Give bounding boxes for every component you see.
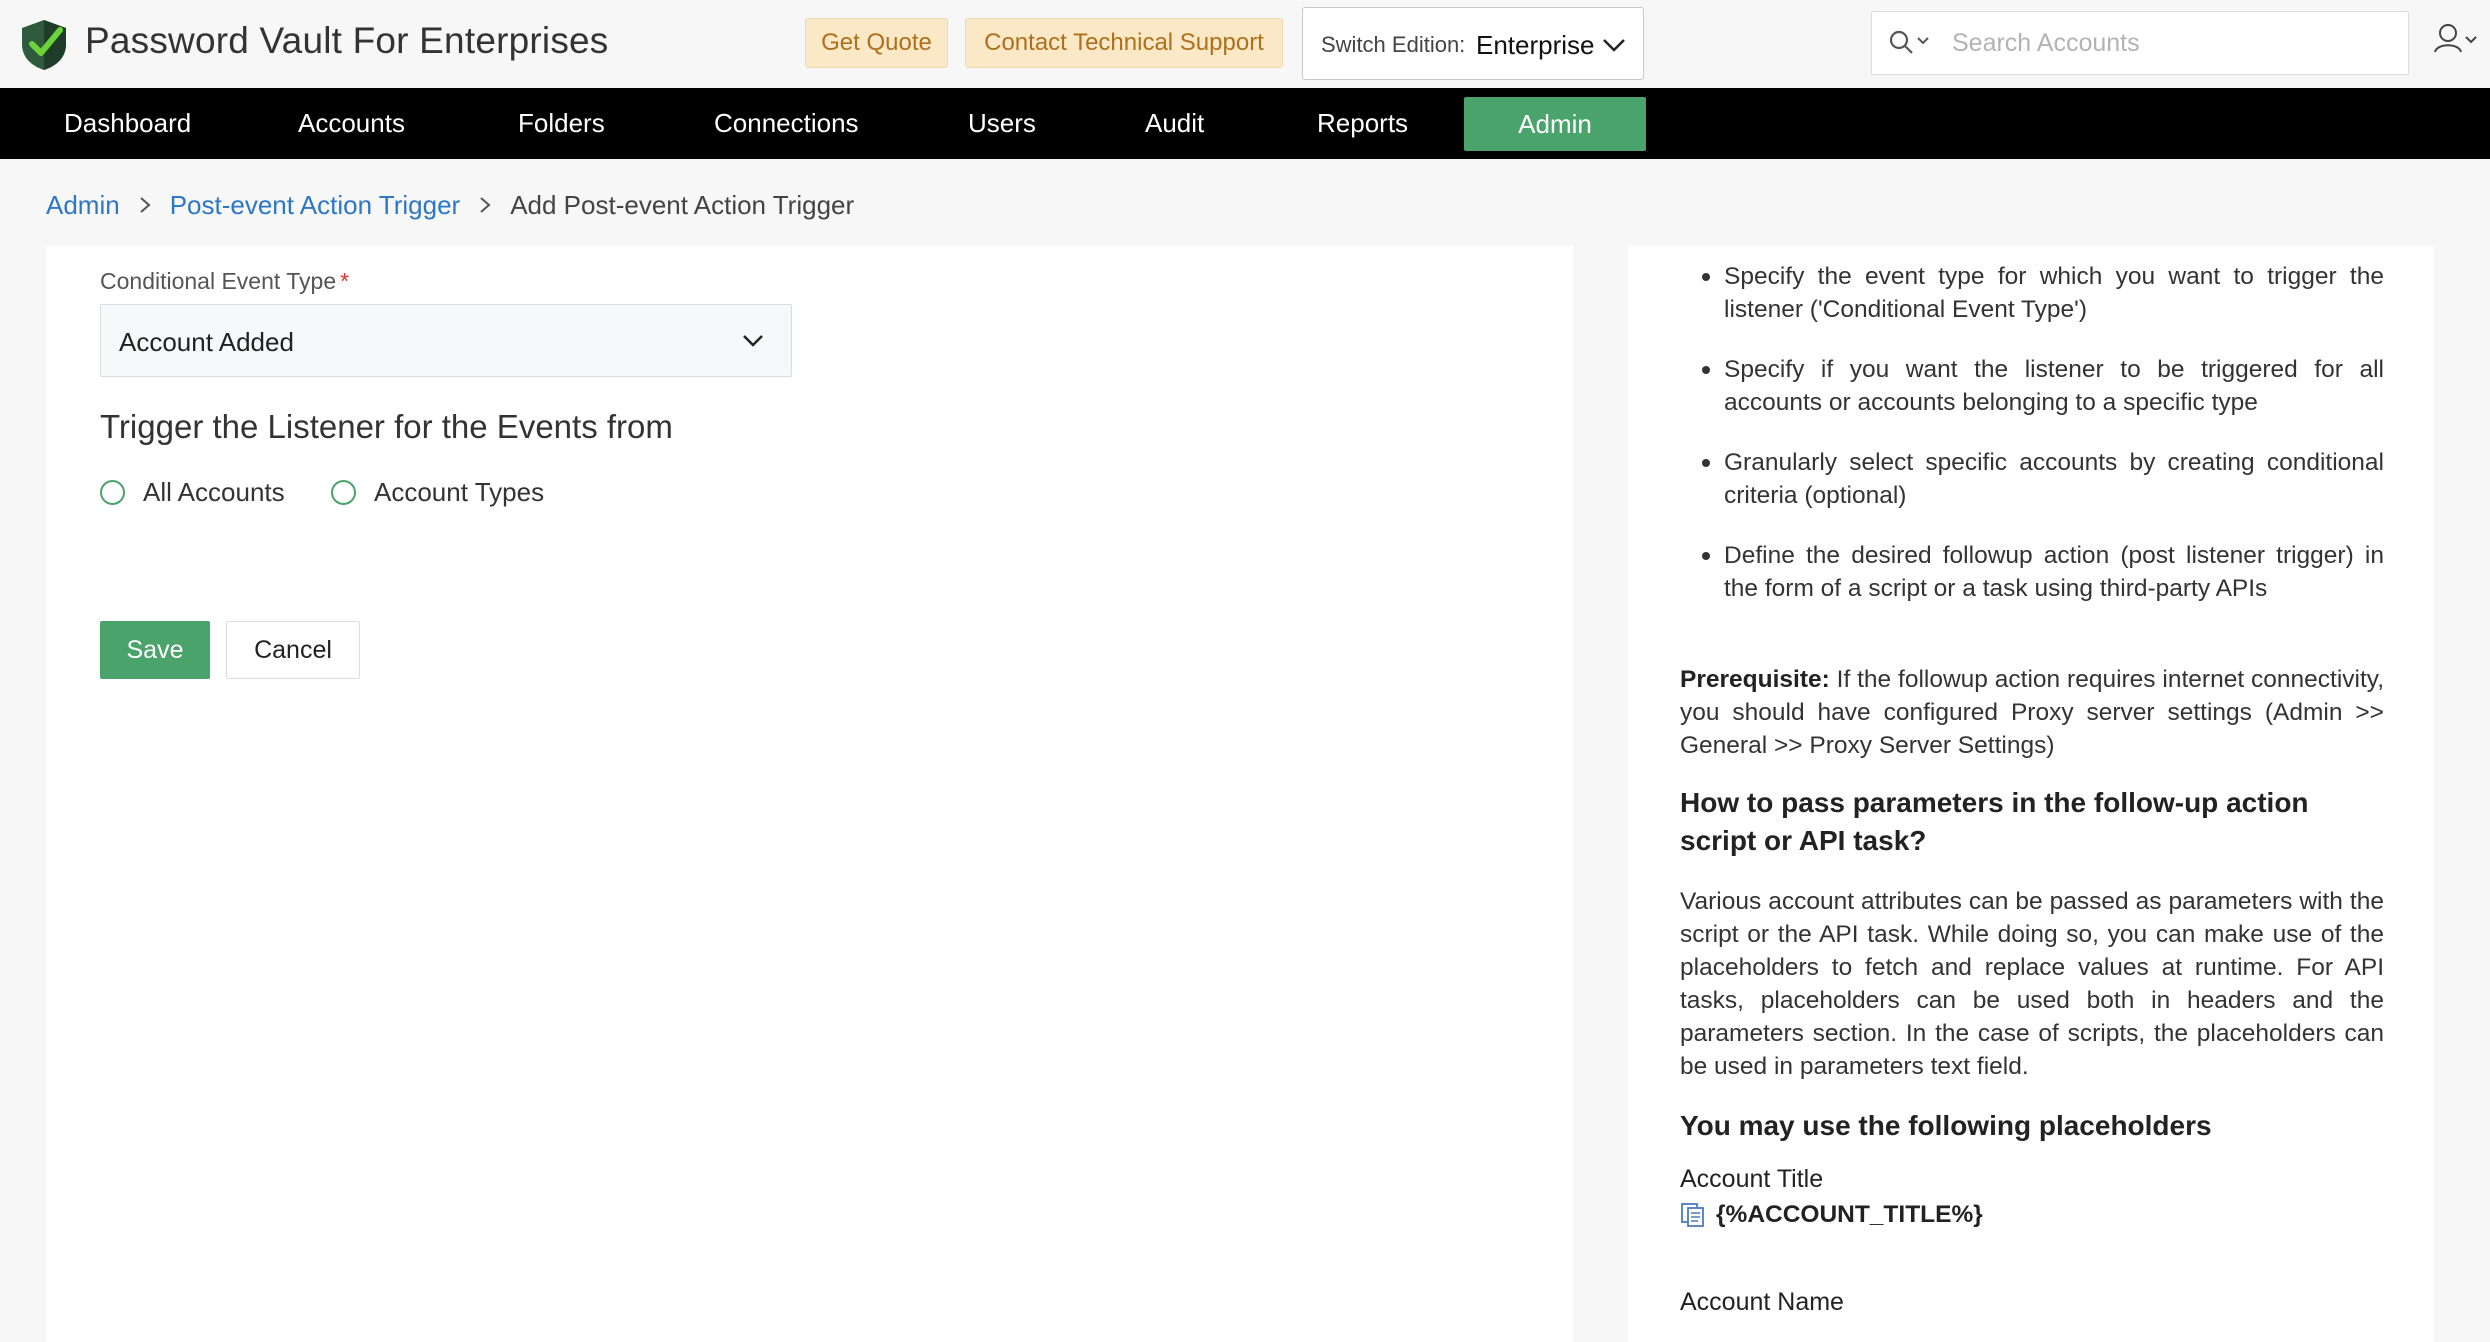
chevron-right-icon (135, 195, 155, 215)
app-title: Password Vault For Enterprises (85, 20, 609, 61)
radio-all-accounts-label: All Accounts (143, 476, 285, 507)
placeholder-name: Account Title (1680, 1165, 1824, 1193)
placeholders-heading: You may use the following placeholders (1680, 1110, 2212, 1141)
contact-support-button[interactable]: Contact Technical Support (965, 18, 1283, 68)
prerequisite-note (1680, 663, 2384, 762)
nav-folders[interactable]: Folders (518, 108, 605, 138)
help-bullet: Specify if you want the listener to be triggered for all accounts or accounts belonging to a specific type (1724, 353, 2384, 419)
placeholder-code: {%ACCOUNT_TITLE%} (1716, 1201, 1983, 1228)
radio-circle[interactable] (331, 480, 356, 505)
edition-label: Switch Edition: (1321, 32, 1466, 57)
help-bullet: Specify the event type for which you want to trigger the listener ('Conditional Event Type') (1724, 260, 2384, 326)
chevron-right-icon (475, 195, 495, 215)
breadcrumb-post-event[interactable]: Post-event Action Trigger (169, 189, 461, 220)
placeholder-row (1680, 1198, 2384, 1231)
radio-account-types[interactable] (331, 474, 544, 510)
prerequisite-label: Prerequisite: (1680, 666, 1830, 693)
breadcrumb-current: Add Post-event Action Trigger (510, 189, 855, 220)
edition-value: Enterprise (1476, 30, 1595, 60)
help-bullet: Define the desired followup action (post listener trigger) in the form of a script or a task using third-party APIs (1724, 539, 2384, 605)
radio-circle[interactable] (100, 480, 125, 505)
form-panel (46, 246, 1573, 1342)
search-input[interactable] (1952, 22, 2392, 64)
save-button[interactable]: Save (100, 621, 210, 679)
search-box (1871, 11, 2409, 75)
prerequisite-text: If the followup action requires internet connectivity, you should have configured Proxy server settings (Admin >> General >> Proxy Server Settings) (1680, 666, 2384, 759)
breadcrumb-admin[interactable]: Admin (46, 189, 120, 220)
chevron-down-icon (741, 333, 765, 349)
radio-account-types-label: Account Types (374, 476, 545, 507)
nav-users[interactable]: Users (968, 108, 1036, 138)
breadcrumb (46, 188, 854, 222)
switch-edition-dropdown[interactable] (1302, 7, 1644, 80)
event-type-value: Account Added (119, 327, 294, 357)
copy-icon[interactable] (1680, 1202, 1706, 1228)
event-type-label (100, 268, 349, 295)
radio-all-accounts[interactable] (100, 474, 285, 510)
params-heading: How to pass parameters in the follow-up action script or API task? (1680, 787, 2309, 856)
required-mark: * (340, 268, 350, 294)
nav-admin[interactable]: Admin (1464, 97, 1646, 151)
help-content (1680, 260, 2384, 1319)
placeholder-name: Account Name (1680, 1288, 1844, 1316)
chevron-down-icon (1601, 36, 1627, 54)
trigger-section-title: Trigger the Listener for the Events from (100, 408, 673, 445)
search-icon[interactable] (1888, 29, 1936, 57)
user-menu-icon[interactable] (2433, 22, 2481, 62)
cancel-button[interactable]: Cancel (226, 621, 360, 679)
help-panel (1628, 246, 2434, 1342)
shield-check-logo-icon (18, 14, 70, 72)
params-text: Various account attributes can be passed as parameters with the script or the API task. While doing so, you can make use of the placeholders to fetch and replace values at runtime. For API tasks, placeholders can be used both in headers and the parameters section. In the case of scripts, the placeholders can be used in parameters text field. (1680, 888, 2384, 1080)
get-quote-button[interactable]: Get Quote (805, 18, 948, 68)
nav-reports[interactable]: Reports (1317, 108, 1409, 138)
main-nav (0, 88, 2490, 159)
nav-dashboard[interactable]: Dashboard (64, 108, 192, 138)
event-type-select[interactable] (100, 304, 792, 377)
nav-accounts[interactable]: Accounts (298, 108, 405, 138)
help-bullet: Granularly select specific accounts by creating conditional criteria (optional) (1724, 446, 2384, 512)
top-header (0, 0, 2490, 88)
nav-connections[interactable]: Connections (714, 108, 859, 138)
nav-audit[interactable]: Audit (1145, 108, 1205, 138)
event-type-label-text: Conditional Event Type (100, 268, 337, 294)
help-bullets (1724, 260, 2384, 605)
